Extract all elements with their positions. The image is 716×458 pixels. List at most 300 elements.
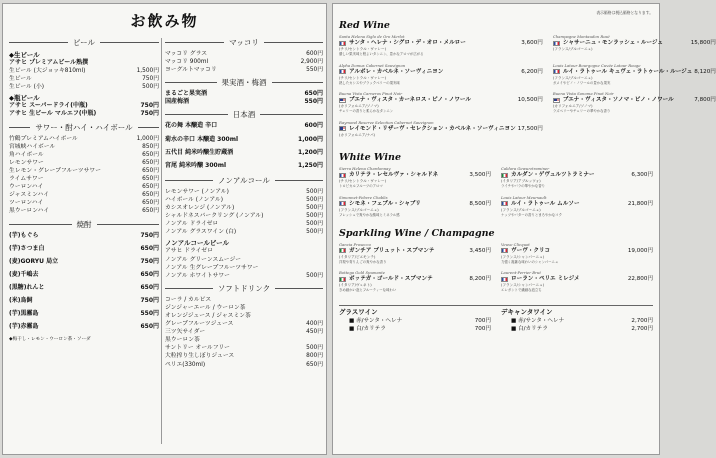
wine-item bbox=[339, 63, 543, 90]
shochu-footer: ◆梅干し・レモン・ウーロン茶・ソーダ bbox=[9, 337, 91, 343]
wine-script-name: Louis Latour Bourgogne Cuvée Latour Rouge bbox=[552, 62, 641, 68]
decanter-wine bbox=[501, 308, 653, 333]
bottle-list bbox=[9, 102, 159, 118]
wine-description: 優しい果実味と程よいタンニン、豊かなアロマが広がる bbox=[339, 52, 424, 56]
item-price: 500円 bbox=[306, 345, 323, 352]
wine-name: カリテラ・レセルヴァ・シャルドネ bbox=[349, 172, 439, 179]
item-name: (芋)さつま白 bbox=[9, 244, 45, 252]
wine-name: ブエナ・ヴィスタ・カーネロス・ピノ・ノワール bbox=[349, 97, 471, 104]
flag-icon bbox=[553, 69, 560, 74]
menu-item bbox=[9, 83, 159, 91]
item-price: 750円 bbox=[140, 257, 159, 265]
menu-item bbox=[9, 175, 159, 183]
sour-list bbox=[9, 135, 159, 216]
wine-description bbox=[339, 138, 543, 147]
wine-script-name: Champagne Montaudon Rosé bbox=[552, 34, 610, 39]
wine-item bbox=[553, 63, 716, 90]
wine-item bbox=[339, 195, 491, 222]
item-price: 400円 bbox=[306, 321, 323, 328]
item-name: ■ 白/カリテラ bbox=[511, 325, 548, 332]
item-price: 1,000円 bbox=[298, 135, 323, 143]
wine-region: (フランス/ブルゴーニュ) bbox=[501, 207, 541, 212]
item-name: (麦)GORYU 局立 bbox=[9, 257, 59, 265]
menu-item bbox=[9, 310, 159, 318]
column-divider bbox=[161, 38, 162, 444]
wine-region: (フランス/ブルゴーニュ) bbox=[552, 75, 593, 80]
menu-item bbox=[9, 191, 159, 199]
right-wine-page bbox=[332, 3, 716, 455]
wine-region: (チリ/セントラル・ヴァレー) bbox=[339, 75, 386, 80]
wine-item bbox=[339, 91, 543, 118]
wine-name: ローラン・ペリエ ミレジメ bbox=[511, 276, 580, 283]
menu-item bbox=[165, 204, 323, 212]
sparkling-wine-grid bbox=[339, 242, 653, 299]
menu-item bbox=[165, 312, 323, 320]
makgeolli-list bbox=[165, 50, 323, 74]
wine-script-name: Louis Latour Meursault bbox=[501, 194, 547, 200]
wine-price: 8,200円 bbox=[469, 276, 491, 283]
wine-main bbox=[553, 68, 716, 76]
item-name: (芋)もぐら bbox=[9, 231, 39, 239]
wine-main bbox=[339, 275, 491, 283]
item-name: 国産梅酒 bbox=[165, 98, 190, 106]
menu-item bbox=[9, 135, 159, 143]
item-price: 550円 bbox=[304, 98, 323, 106]
item-price: 1,500円 bbox=[136, 68, 159, 75]
glass-item bbox=[501, 317, 653, 325]
wine-description: フレッシュで爽やかな酸味とミネラル感 bbox=[339, 212, 400, 217]
menu-item bbox=[165, 352, 323, 360]
item-name: ノンアル グリーンスムージー bbox=[165, 256, 242, 263]
wine-name: レイモンド・リザーヴ・セレクション・カベルネ・ソーヴィニヨン bbox=[349, 125, 516, 132]
white-wine-grid bbox=[339, 166, 653, 223]
makgeolli-section-header: マッコリ bbox=[165, 37, 323, 48]
item-name: 生ビール (小) bbox=[9, 84, 45, 91]
item-name: 黒ウーロン茶 bbox=[165, 337, 200, 344]
menu-item bbox=[9, 207, 159, 215]
nonalc-beer-header: ノンアルコールビール bbox=[165, 239, 229, 248]
menu-item bbox=[9, 323, 159, 331]
wine-item bbox=[339, 34, 543, 61]
red-wine-right bbox=[553, 34, 716, 148]
wine-region: (イタリア/アブルッツォ) bbox=[501, 179, 541, 184]
item-price bbox=[321, 247, 323, 255]
item-price bbox=[321, 304, 323, 312]
item-name: 角ハイボール bbox=[9, 151, 44, 158]
item-price: 650円 bbox=[142, 208, 159, 215]
wine-main bbox=[501, 275, 653, 283]
item-price: 750円 bbox=[142, 76, 159, 83]
item-price bbox=[321, 312, 323, 320]
tax-note: 表示価格は税込価格となります。 bbox=[596, 10, 653, 15]
item-price: 850円 bbox=[142, 143, 159, 150]
white-wine-title: White Wine bbox=[339, 152, 401, 164]
item-name: 宮尾 純米吟醸 300ml bbox=[165, 161, 227, 169]
item-name: グレープフルーツジュース bbox=[165, 321, 234, 328]
menu-item bbox=[9, 143, 159, 151]
wine-script-name: Buena Vista Carneros Pinot Noir bbox=[339, 91, 403, 97]
wine-name: ヴーヴ・クリコ bbox=[511, 247, 551, 254]
item-name: ノンアル ドライゼロ bbox=[165, 221, 219, 228]
item-name: (米)鳥飼 bbox=[9, 296, 33, 304]
wine-description: ライチやバラの華やかな香り bbox=[501, 184, 545, 189]
item-price: 500円 bbox=[306, 221, 323, 228]
item-price: 1,250円 bbox=[298, 161, 323, 169]
menu-item bbox=[165, 188, 323, 196]
wine-item bbox=[501, 195, 653, 222]
wine-region: (カリフォルニア/ソノマ) bbox=[339, 104, 379, 109]
item-price: 500円 bbox=[306, 229, 323, 236]
item-name: ウーロンハイ bbox=[9, 184, 44, 191]
menu-item bbox=[165, 220, 323, 228]
glass-item bbox=[339, 317, 491, 325]
wine-name: ルイ・ラトゥール ムルソー bbox=[511, 200, 580, 207]
item-price bbox=[321, 296, 323, 304]
item-price: 650円 bbox=[140, 270, 159, 278]
item-price: 650円 bbox=[140, 323, 159, 331]
menu-item bbox=[9, 297, 159, 305]
menu-item bbox=[165, 212, 323, 220]
wine-main bbox=[553, 39, 716, 47]
sparkling-wine-title: Sparkling Wine / Champagne bbox=[339, 227, 495, 239]
wine-item bbox=[501, 242, 653, 269]
wine-item bbox=[339, 120, 543, 147]
wine-description: 熟したカシスやブラックベリーの果実味 bbox=[339, 80, 400, 85]
item-name: 大粒搾り生しぼりジュース bbox=[165, 353, 235, 360]
item-price: 500円 bbox=[142, 84, 159, 91]
flag-icon bbox=[553, 98, 560, 103]
item-name: ツーロンハイ bbox=[9, 200, 44, 207]
item-price: 550円 bbox=[140, 310, 159, 318]
item-name: 五代目 純米吟醸生貯蔵酒 bbox=[165, 148, 234, 156]
wine-item bbox=[339, 242, 491, 269]
glass-wine bbox=[339, 308, 491, 333]
menu-item bbox=[9, 67, 159, 75]
item-name: 宮城峡ハイボール bbox=[9, 143, 56, 150]
item-price: 750円 bbox=[140, 296, 159, 304]
flag-icon bbox=[339, 277, 346, 282]
wine-price: 3,450円 bbox=[469, 247, 491, 254]
item-name: 竹鶴プレミアムハイボール bbox=[9, 135, 78, 142]
item-name: (麦)千嶋去 bbox=[9, 270, 39, 278]
menu-item bbox=[165, 136, 323, 144]
wine-script-name: Alpha Domus Cabernet Sauvignon bbox=[339, 62, 406, 68]
item-name: レモンサワー bbox=[9, 159, 44, 166]
item-name: 三ツ矢サイダー bbox=[165, 329, 206, 336]
item-name: ノンアル ホワイトサワー bbox=[165, 272, 230, 279]
wine-script-name: Santa Helena Siglo de Oro Merlot bbox=[339, 34, 405, 39]
sparkling-wine-left bbox=[339, 242, 491, 299]
sparkling-wine-right bbox=[501, 242, 653, 299]
wine-price: 6,300円 bbox=[631, 172, 653, 179]
wine-description: ナッツやバターの香りとまろやかなコク bbox=[501, 212, 562, 217]
wine-region: (イタリア/ピエモンテ) bbox=[339, 254, 376, 259]
wine-price: 15,800円 bbox=[690, 40, 716, 46]
item-name: マッコリ 900ml bbox=[165, 59, 209, 66]
menu-item bbox=[165, 361, 323, 369]
shochu-section-header: 焼酎 bbox=[9, 219, 159, 230]
wine-price: 3,500円 bbox=[469, 172, 491, 179]
wine-script-name: Simonnet-Febvre Chablis bbox=[339, 194, 388, 200]
flag-icon bbox=[501, 173, 508, 178]
wine-script-name: Veuve Clicquot bbox=[501, 241, 530, 247]
flag-icon bbox=[339, 201, 346, 206]
wine-main bbox=[339, 247, 491, 255]
item-name: ■ 赤/サンタ・ヘレナ bbox=[349, 317, 403, 324]
item-name: 生レモン・グレープフルーツサワー bbox=[9, 167, 101, 174]
red-wine-grid bbox=[339, 34, 716, 148]
soft-list bbox=[165, 296, 323, 369]
glass-decanter-box bbox=[339, 305, 653, 333]
wine-name: シャサーニュ・モンラッシェ・ルージュ bbox=[562, 40, 664, 46]
sour-section-header: サワー・酎ハイ・ハイボール bbox=[9, 122, 159, 133]
menu-item bbox=[165, 196, 323, 204]
wine-description: 力強く複雑な味わいのシャンパーニュ bbox=[501, 259, 559, 264]
item-price: 650円 bbox=[142, 200, 159, 207]
wine-main bbox=[501, 200, 653, 208]
menu-item bbox=[165, 58, 323, 66]
item-price: 450円 bbox=[306, 329, 323, 336]
item-price: 550円 bbox=[306, 67, 323, 74]
item-price: 2,900円 bbox=[300, 59, 323, 66]
wine-price: 21,800円 bbox=[627, 200, 653, 207]
menu-item bbox=[9, 167, 159, 175]
white-wine-right bbox=[501, 166, 653, 223]
item-price bbox=[321, 264, 323, 272]
wine-region: (フランス/ブルゴーニュ) bbox=[339, 207, 379, 212]
red-wine-title: Red Wine bbox=[339, 20, 390, 31]
item-name: ジャスミンハイ bbox=[9, 192, 50, 199]
wine-description: ラズベリーやチェリーの華やかな香り bbox=[552, 109, 611, 114]
wine-region: (フランス/シャンパーニュ) bbox=[501, 254, 545, 259]
wine-name: ガンチア プリュット・スプマンテ bbox=[349, 247, 435, 254]
wine-item bbox=[553, 91, 716, 118]
flag-icon bbox=[339, 41, 346, 46]
flag-icon bbox=[501, 248, 508, 253]
menu-item bbox=[165, 344, 323, 352]
wine-name: ブエナ・ヴィスタ・ソノマ・ピノ・ノワール bbox=[562, 97, 674, 104]
item-price: 500円 bbox=[306, 188, 323, 195]
wine-region: (カリフォルニア/ソノマ) bbox=[552, 104, 593, 109]
fruit-list bbox=[165, 90, 323, 106]
menu-item bbox=[165, 149, 323, 157]
wine-script-name: Sierra Helena Chardonnay bbox=[339, 166, 391, 172]
wine-price: 22,800円 bbox=[627, 276, 653, 283]
item-name: 菊水の辛口 本醸造 300ml bbox=[165, 135, 239, 143]
bottle-header: ◆瓶ビール bbox=[9, 94, 40, 103]
wine-script-name: Buena Vista Sonoma Pinot Noir bbox=[552, 91, 614, 97]
wine-item bbox=[553, 34, 716, 61]
wine-main bbox=[339, 200, 491, 208]
menu-item bbox=[9, 271, 159, 279]
wine-price: 3,600円 bbox=[521, 40, 543, 46]
menu-item bbox=[165, 98, 323, 106]
flag-icon bbox=[339, 248, 346, 253]
menu-item bbox=[9, 258, 159, 266]
page-title: お飲み物 bbox=[130, 12, 199, 30]
glass-wine-header: グラスワイン bbox=[339, 307, 378, 316]
wine-main bbox=[339, 125, 543, 133]
menu-item bbox=[165, 122, 323, 130]
menu-item bbox=[9, 284, 159, 292]
menu-item bbox=[165, 296, 323, 304]
item-price: 650円 bbox=[142, 167, 159, 174]
item-price: 650円 bbox=[142, 184, 159, 191]
item-name: ノンアル 生グレープフルーツサワー bbox=[165, 264, 259, 271]
menu-item bbox=[165, 264, 323, 272]
menu-item bbox=[9, 75, 159, 83]
menu-item bbox=[165, 304, 323, 312]
item-name: 生ビール bbox=[9, 76, 32, 83]
item-name: シャルドネスパークリング (ノンアル) bbox=[165, 213, 264, 220]
flag-icon bbox=[339, 69, 346, 74]
wine-region: (カリフォルニア/ナパ) bbox=[339, 132, 375, 137]
wine-script-name: Caldora Gewurztraminer bbox=[501, 166, 550, 172]
item-price: 2,700円 bbox=[631, 317, 653, 324]
glass-item bbox=[501, 325, 653, 333]
wine-price: 8,500円 bbox=[469, 200, 491, 207]
item-price: 650円 bbox=[142, 151, 159, 158]
item-price: 1,200円 bbox=[298, 148, 323, 156]
item-name: レモンサワー (ノンアル) bbox=[165, 188, 229, 195]
item-price: 1,000円 bbox=[136, 135, 159, 142]
item-price: 700円 bbox=[474, 317, 491, 324]
item-price: 650円 bbox=[140, 283, 159, 291]
wine-price: 10,500円 bbox=[517, 97, 543, 104]
shochu-list bbox=[9, 232, 159, 332]
menu-item bbox=[165, 328, 323, 336]
item-name: マッコリ グラス bbox=[165, 51, 208, 57]
item-name: ノンアル グラスワイン (白) bbox=[165, 229, 237, 236]
menu-item bbox=[165, 272, 323, 280]
wine-description: チェリーの香りと柔らかなタンニン bbox=[339, 109, 394, 114]
item-price: 2,700円 bbox=[631, 325, 653, 332]
item-name: サントリー オールフリー bbox=[165, 345, 230, 352]
wine-price: 7,800円 bbox=[694, 97, 716, 104]
sake-section-header: 日本酒 bbox=[165, 109, 323, 120]
nonalc-list bbox=[165, 188, 323, 237]
left-column bbox=[9, 34, 159, 448]
menu-item bbox=[165, 336, 323, 344]
soft-section-header: ソフトドリンク bbox=[165, 283, 323, 294]
wine-name: シモネ・フェブル・シャブリ bbox=[349, 200, 421, 207]
wine-name: サンタ・ヘレナ・シグロ・デ・オロ・メルロー bbox=[349, 40, 466, 46]
menu-item bbox=[165, 66, 323, 74]
item-name: ジンジャーエール / ウーロン茶 bbox=[165, 304, 246, 311]
item-name: 生ビール (大ジョッキ810ml) bbox=[9, 68, 86, 75]
wine-region: (フランス/ブルゴーニュ) bbox=[552, 47, 593, 51]
menu-item bbox=[9, 183, 159, 191]
menu-item bbox=[165, 228, 323, 236]
wine-price: 8,120円 bbox=[694, 68, 716, 75]
wine-script-name: Gancia Prosecco bbox=[339, 241, 371, 247]
flag-icon bbox=[553, 41, 560, 46]
menu-item bbox=[165, 320, 323, 328]
wine-name: ルイ・ラトゥール キュヴェ・ラトゥール・ルージュ bbox=[562, 68, 693, 75]
item-price: 500円 bbox=[306, 205, 323, 212]
wine-script-name: Laurent-Perrier Brut bbox=[501, 270, 541, 276]
item-name: ■ 赤/サンタ・ヘレナ bbox=[511, 317, 565, 324]
item-price: 750円 bbox=[140, 102, 159, 110]
wine-description bbox=[553, 52, 716, 61]
wine-description: 洋梨や青りんごの爽やかな香り bbox=[339, 259, 387, 264]
wine-item bbox=[339, 166, 491, 193]
wine-price: 6,200円 bbox=[521, 68, 543, 75]
nonalc-section-header: ノンアルコール bbox=[165, 175, 323, 186]
wine-description: きめ細かい泡とフルーティーな味わい bbox=[339, 288, 397, 293]
menu-item bbox=[9, 159, 159, 167]
wine-main bbox=[339, 68, 543, 76]
flag-icon bbox=[501, 201, 508, 206]
item-price: 650円 bbox=[140, 244, 159, 252]
wine-description: ガメイやピノ・ノワールの豊かな果実 bbox=[552, 80, 611, 85]
item-price: 650円 bbox=[304, 90, 323, 98]
menu-item bbox=[165, 162, 323, 170]
sake-list bbox=[165, 122, 323, 169]
item-price: 500円 bbox=[306, 272, 323, 279]
item-name: アサヒ 生ビール マルエフ(中瓶) bbox=[9, 110, 97, 118]
item-price bbox=[321, 256, 323, 264]
item-name: ヨーグルトマッコリ bbox=[165, 67, 217, 74]
wine-region: (フランス/シャンパーニュ) bbox=[501, 283, 545, 288]
flag-icon bbox=[339, 173, 346, 178]
flag-icon bbox=[501, 277, 508, 282]
fruit-section-header: 果実酒・梅酒 bbox=[165, 77, 323, 88]
item-price: 500円 bbox=[306, 213, 323, 220]
menu-item bbox=[9, 151, 159, 159]
item-name: ペリエ(330ml) bbox=[165, 361, 206, 368]
item-price: 650円 bbox=[142, 192, 159, 199]
wine-main bbox=[553, 96, 716, 104]
draft-header: ◆生ビール bbox=[9, 51, 40, 59]
wine-price: 17,500円 bbox=[517, 125, 543, 132]
item-price: 500円 bbox=[306, 196, 323, 203]
item-price: 650円 bbox=[306, 361, 323, 368]
flag-icon bbox=[339, 126, 346, 131]
wine-item bbox=[339, 270, 491, 297]
right-column bbox=[165, 34, 323, 448]
flag-icon bbox=[339, 98, 346, 103]
item-name: カシスオレンジ (ノンアル) bbox=[165, 205, 235, 212]
item-name: (芋)赤霧島 bbox=[9, 323, 39, 331]
item-price: 800円 bbox=[306, 353, 323, 360]
red-wine-left bbox=[339, 34, 543, 148]
wine-item bbox=[501, 166, 653, 193]
item-price bbox=[321, 336, 323, 344]
wine-region: (イタリア/ヴェネト) bbox=[339, 283, 372, 288]
wine-price: 19,000円 bbox=[627, 247, 653, 254]
wine-description: エレガントで繊細な泡立ち bbox=[501, 288, 542, 293]
item-name: 花の舞 本醸造 辛口 bbox=[165, 122, 218, 130]
item-name: コーラ / カルピス bbox=[165, 296, 212, 303]
item-name: まるごと果実酒 bbox=[165, 90, 208, 98]
wine-main bbox=[501, 247, 653, 255]
white-wine-left bbox=[339, 166, 491, 223]
wine-name: ボッテガ・ゴールド・スプマンテ bbox=[349, 276, 433, 283]
menu-item bbox=[165, 256, 323, 264]
menu-item bbox=[9, 245, 159, 253]
item-price: 750円 bbox=[140, 231, 159, 239]
decanter-wine-list bbox=[501, 317, 653, 333]
glass-item bbox=[339, 325, 491, 333]
wine-description: トロピカルフルーツのアロマ bbox=[339, 184, 383, 189]
menu-item bbox=[165, 50, 323, 58]
item-price: 650円 bbox=[142, 176, 159, 183]
item-price: 700円 bbox=[474, 325, 491, 332]
decanter-wine-header: デキャンタワイン bbox=[501, 307, 553, 316]
wine-region: (チリ/セントラル・ヴァレー) bbox=[339, 179, 386, 184]
left-menu-page bbox=[2, 3, 327, 455]
